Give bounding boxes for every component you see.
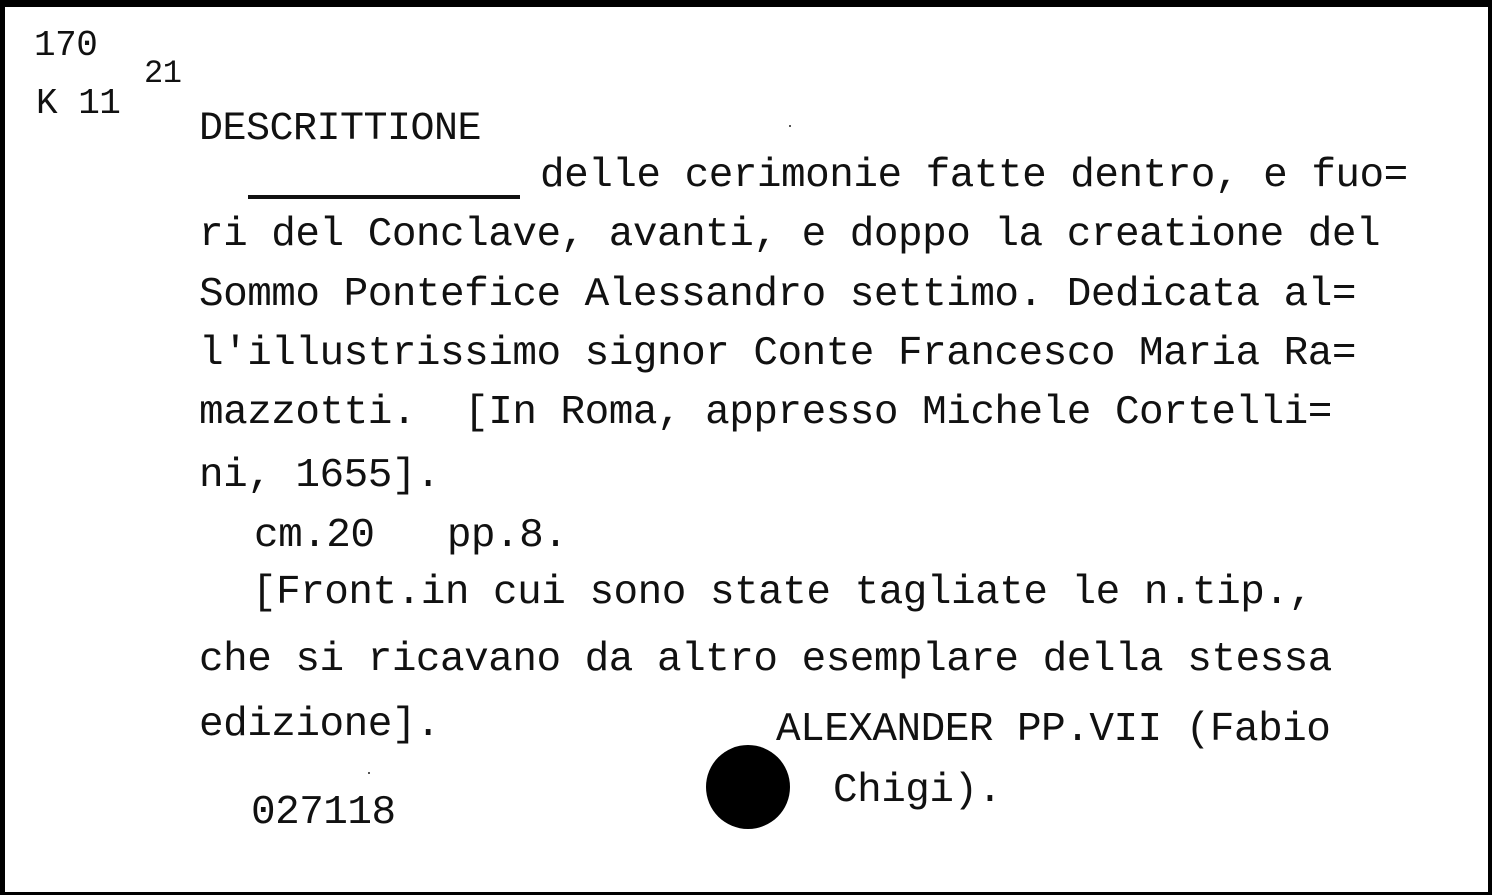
subject-heading: ALEXANDER PP.VII (Fabio <box>776 707 1331 753</box>
title-line: mazzotti. [In Roma, appresso Michele Cortelli= <box>199 390 1332 436</box>
title-line: delle cerimonie fatte dentro, e fuo= <box>540 153 1408 199</box>
title-line: ni, 1655]. <box>199 453 441 499</box>
shelf-number: 170 <box>34 25 98 66</box>
subject-heading-continued: Chigi). <box>833 768 1002 814</box>
note-line: che si ricavano da altro esemplare della stessa <box>199 637 1332 683</box>
inventory-number: 027118 <box>251 790 396 836</box>
paper-speck <box>368 772 370 774</box>
heading: DESCRITTIONE <box>199 107 482 152</box>
paper-speck <box>789 125 791 127</box>
title-blank-line <box>248 195 520 199</box>
collation: cm.20 pp.8. <box>254 513 568 559</box>
call-number: K 11 <box>36 83 121 124</box>
title-line: Sommo Pontefice Alessandro settimo. Dedicata al= <box>199 272 1356 318</box>
call-number-superscript: 21 <box>144 55 182 92</box>
note-line: edizione]. <box>199 702 441 748</box>
title-line: l'illustrissimo signor Conte Francesco Maria Ra= <box>199 331 1356 377</box>
note-line: [Front.in cui sono state tagliate le n.tip., <box>252 570 1313 616</box>
punch-hole-dot <box>706 745 790 829</box>
title-line: ri del Conclave, avanti, e doppo la creatione del <box>199 212 1381 258</box>
